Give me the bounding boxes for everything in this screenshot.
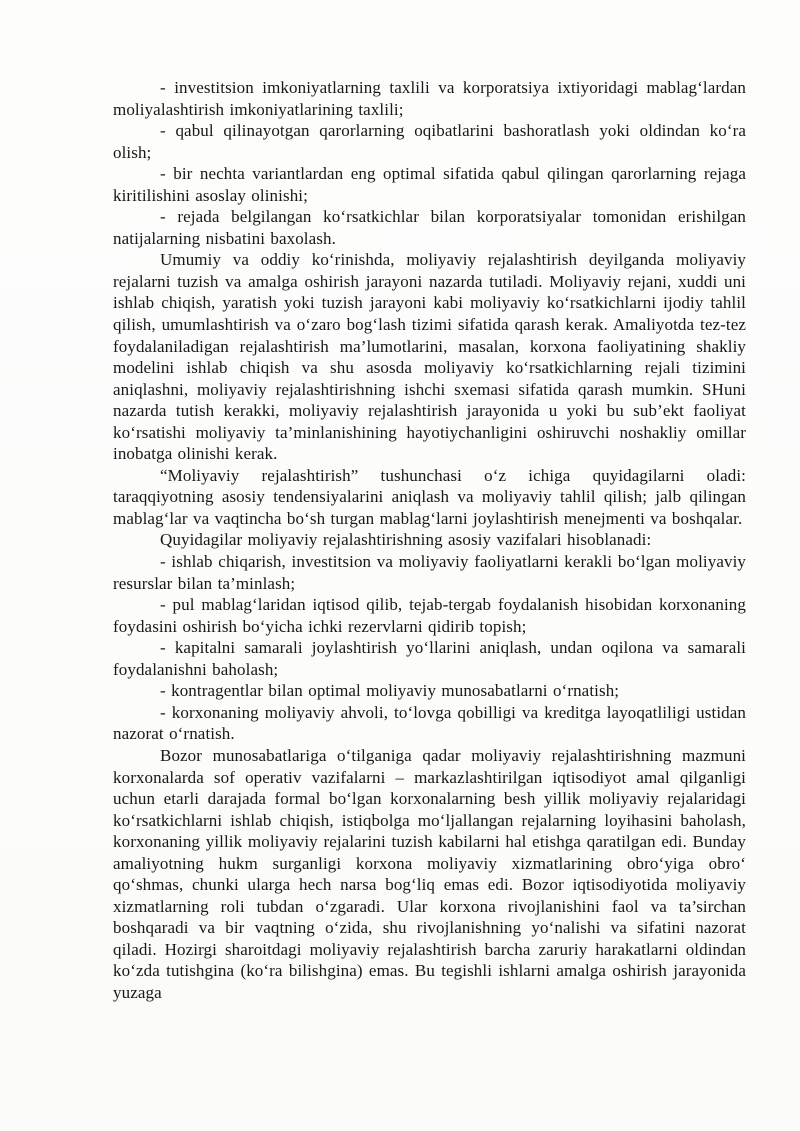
list-item-paragraph: - kapitalni samarali joylashtirish yo‘llarini aniqlash, undan oqilona va samarali foydalanishni baholash; <box>113 638 746 679</box>
list-item-paragraph: - ishlab chiqarish, investitsion va moliyaviy faoliyatlarni kerakli bo‘lgan moliyaviy resurslar bilan ta’minlash; <box>113 552 746 593</box>
list-item-paragraph: - investitsion imkoniyatlarning taxlili va korporatsiya ixtiyoridagi mablag‘lardan moliyalashtirish imkoniyatlarining taxlili; <box>113 78 746 119</box>
body-paragraph: “Moliyaviy rejalashtirish” tushunchasi o‘z ichiga quyidagilarni oladi: taraqqiyotning asosiy tendensiyalarini aniqlash va moliyaviy tahlil qilish; jalb qilingan mablag‘lar va vaqtincha bo‘sh turgan mablag‘larni joylashtirish menejmenti va boshqalar. <box>113 465 746 528</box>
list-item-paragraph: - korxonaning moliyaviy ahvoli, to‘lovga qobilligi va kreditga layoqatliligi ustidan nazorat o‘rnatish. <box>113 702 746 744</box>
list-item-paragraph: - bir nechta variantlardan eng optimal sifatida qabul qilingan qarorlarning rejaga kiritilishini asoslay olinishi; <box>113 164 746 205</box>
list-item-paragraph: - kontragentlar bilan optimal moliyaviy munosabatlarni o‘rnatish; <box>160 681 620 701</box>
body-paragraph: Umumiy va oddiy ko‘rinishda, moliyaviy rejalashtirish deyilganda moliyaviy rejalarni tuzish va amalga oshirish jarayoni nazarda tutiladi. Moliyaviy rejani, xuddi uni ishlab chiqish, yaratish yoki tuzish jarayoni kabi moliyaviy ko‘rsatkichlarni ijodiy tahlil qilish, umumlashtirish va o‘zaro bog‘lash tizimi sifatida qarash kerak. Amaliyotda tez-tez foydalaniladigan rejalashtirish ma’lumotlarini, masalan, korxona faoliyatining shakliy modelini ishlab chiqish va shu asosda moliyaviy ko‘rsatkichlarning rejali tizimini aniqlashni, moliyaviy rejalashtirishning ishchi sxemasi sifatida qarash mumkin. SHuni nazarda tutish kerakki, moliyaviy rejalashtirish jarayonida u yoki bu sub’ekt faoliyat ko‘rsatishi moliyaviy ta’minlanishining hayotiychanligini oshiruvchi noshakliy omillar inobatga olinishi kerak. <box>113 250 746 464</box>
list-item-paragraph: - rejada belgilangan ko‘rsatkichlar bilan korporatsiyalar tomonidan erishilgan natijalarning nisbatini baxolash. <box>113 207 746 248</box>
list-item-paragraph: - pul mablag‘laridan iqtisod qilib, tejab-tergab foydalanish hisobidan korxonaning foydasini oshirish bo‘yicha ichki rezervlarni qidirib topish; <box>113 595 746 636</box>
list-item-paragraph: - qabul qilinayotgan qarorlarning oqibatlarini bashoratlash yoki oldindan ko‘ra olish; <box>113 121 746 162</box>
body-paragraph: Bozor munosabatlariga o‘tilganiga qadar moliyaviy rejalashtirishning mazmuni korxonalarda sof operativ vazifalarni – markazlashtirilgan iqtisodiyot amal qilganligi uchun etarli darajada formal bo‘lgan korxonalarning besh yillik moliyaviy rejalaridagi ko‘rsatkichlarni ishlab chiqish, istiqbolga mo‘ljallangan rejalarning loyihasini baholash, korxonaning yillik moliyaviy rejalarini tuzish kabilarni hal etishga qaratilgan edi. Bunday amaliyotning hukm surganligi korxona moliyaviy xizmatlarining obro‘yiga obro‘ qo‘shmas, chunki ularga hech narsa bog‘liq emas edi. Bozor iqtisodiyotida moliyaviy xizmatlarning roli tubdan o‘zgaradi. Ular korxona rivojlanishini faol va ta’sirchan boshqaradi va bir vaqtning o‘zida, shu rivojlanishning yo‘nalishi va sifatini nazorat qiladi. Hozirgi sharoitdagi moliyaviy rejalashtirish barcha zaruriy harakatlarni oldindan ko‘zda tutishgina (ko‘ra bilishgina) emas. Bu tegishli ishlarni amalga oshirish jarayonida yuzaga <box>113 745 746 1002</box>
body-paragraph: Quyidagilar moliyaviy rejalashtirishning asosiy vazifalari hisoblanadi: <box>160 530 652 550</box>
text-block <box>113 77 746 1004</box>
